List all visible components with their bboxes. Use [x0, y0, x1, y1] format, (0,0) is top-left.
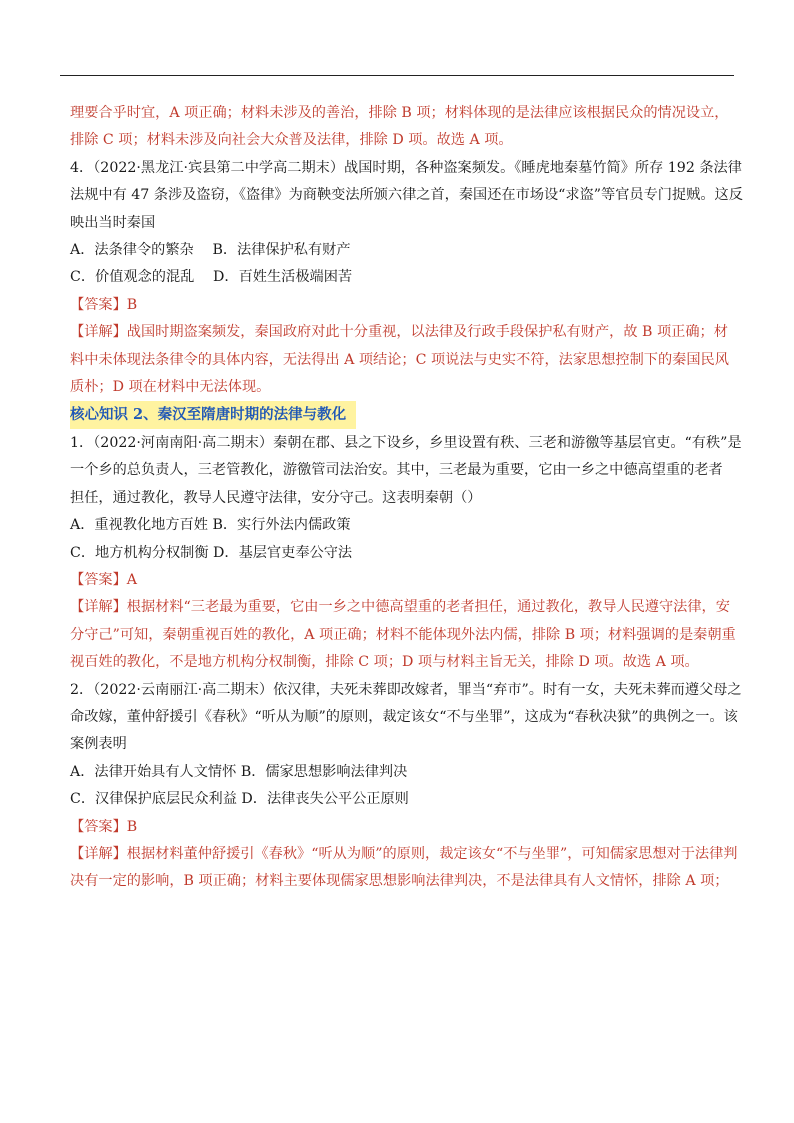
explanation-line: 分守己”可知，秦朝重视百姓的教化，A 项正确；材料不能体现外法内儒，排除 B 项；材料强调的是秦朝重 — [70, 626, 736, 643]
section-heading-text: 核心知识 2、秦汉至隋唐时期的法律与教化 — [70, 401, 356, 428]
question-line: A．法条律令的繁杂 B．法律保护私有财产 — [70, 242, 351, 259]
explanation-line: 视百姓的教化，不是地方机构分权制衡，排除 C 项；D 项与材料主旨无关，排除 D 项。故选 A 项。 — [70, 654, 699, 671]
question-line: C．地方机构分权制衡 D．基层官吏奉公守法 — [70, 544, 353, 561]
explanation-line: 理要合乎时宜，A 项正确；材料未涉及的善治，排除 B 项；材料体现的是法律应该根据民众的情况设立， — [70, 105, 729, 121]
section-heading — [70, 401, 730, 429]
question-line: A．重视教化地方百姓 B．实行外法内儒政策 — [70, 517, 351, 534]
answer-label: 【答案】 — [70, 818, 127, 835]
question-line: 一个乡的总负责人，三老管教化，游徼管司法治安。其中，三老最为重要，它由一乡之中德高望重的老者 — [70, 462, 723, 479]
question-line: 案例表明 — [70, 736, 127, 753]
document-body — [70, 100, 743, 896]
detail-text: 根据材料董仲舒援引《春秋》“听从为顺”的原则，裁定该女“不与坐罪”，可知儒家思想对于法律判 — [126, 845, 738, 862]
detail-line — [70, 319, 730, 346]
question-line: 4．（2022·黑龙江·宾县第二中学高二期末）战国时期，各种盗案频发。《睡虎地秦墓竹简》所存 192 条法律 — [70, 159, 742, 176]
answer-text: B — [126, 818, 138, 835]
detail-label: 【详解】 — [70, 324, 127, 341]
answer-text: B — [126, 296, 138, 313]
answer-label: 【答案】 — [70, 296, 127, 313]
question-line: A．法律开始具有人文情怀 B．儒家思想影响法律判决 — [70, 763, 408, 780]
question-line: 映出当时秦国 — [70, 214, 156, 231]
explanation-line: 排除 C 项；材料未涉及向社会大众普及法律，排除 D 项。故选 A 项。 — [70, 132, 513, 149]
header-rule — [60, 75, 734, 76]
answer-line — [70, 567, 730, 594]
explanation-line: 决有一定的影响，B 项正确；材料主要体现儒家思想影响法律判决，不是法律具有人文情怀，排除 A 项； — [70, 873, 729, 890]
question-line: C．价值观念的混乱 D．百姓生活极端困苦 — [70, 269, 353, 286]
explanation-line: 料中未体现法条律令的具体内容，无法得出 A 项结论；C 项说法与史实不符，法家思想控制下的秦国民风 — [70, 351, 729, 368]
answer-label: 【答案】 — [70, 571, 127, 588]
answer-line — [70, 292, 730, 319]
detail-text: 根据材料“三老最为重要，它由一乡之中德高望重的老者担任，通过教化，教导人民遵守法律，安 — [126, 599, 730, 616]
question-line: 2．（2022·云南丽江·高二期末）依汉律，夫死未葬即改嫁者，罪当“弃市”。时有一女，夫死未葬而遵父母之 — [70, 681, 742, 698]
question-line: 担任，通过教化，教导人民遵守法律，安分守己。这表明秦朝（） — [70, 489, 482, 506]
question-line: C．汉律保护底层民众利益 D．法律丧失公平公正原则 — [70, 791, 409, 808]
answer-line — [70, 814, 730, 841]
question-line: 1．（2022·河南南阳·高二期末）秦朝在郡、县之下设乡，乡里设置有秩、三老和游徼等基层官吏。“有秩”是 — [70, 434, 742, 451]
explanation-line: 质朴；D 项在材料中无法体现。 — [70, 379, 271, 396]
question-line: 命改嫁，董仲舒援引《春秋》“听从为顺”的原则，裁定该女“不与坐罪”，这成为“春秋决狱”的典例之一。该 — [70, 708, 738, 725]
detail-line — [70, 841, 738, 868]
detail-label: 【详解】 — [70, 845, 127, 862]
detail-label: 【详解】 — [70, 599, 127, 616]
answer-text: A — [126, 571, 138, 588]
detail-text: 战国时期盗案频发，秦国政府对此十分重视，以法律及行政手段保护私有财产，故 B 项正确；材 — [126, 324, 728, 341]
detail-line — [70, 594, 730, 621]
question-line: 法规中有 47 条涉及盗窃，《盗律》为商鞅变法所颁六律之首，秦国还在市场设“求盗”等官员专门捉贼。这反 — [70, 187, 743, 204]
